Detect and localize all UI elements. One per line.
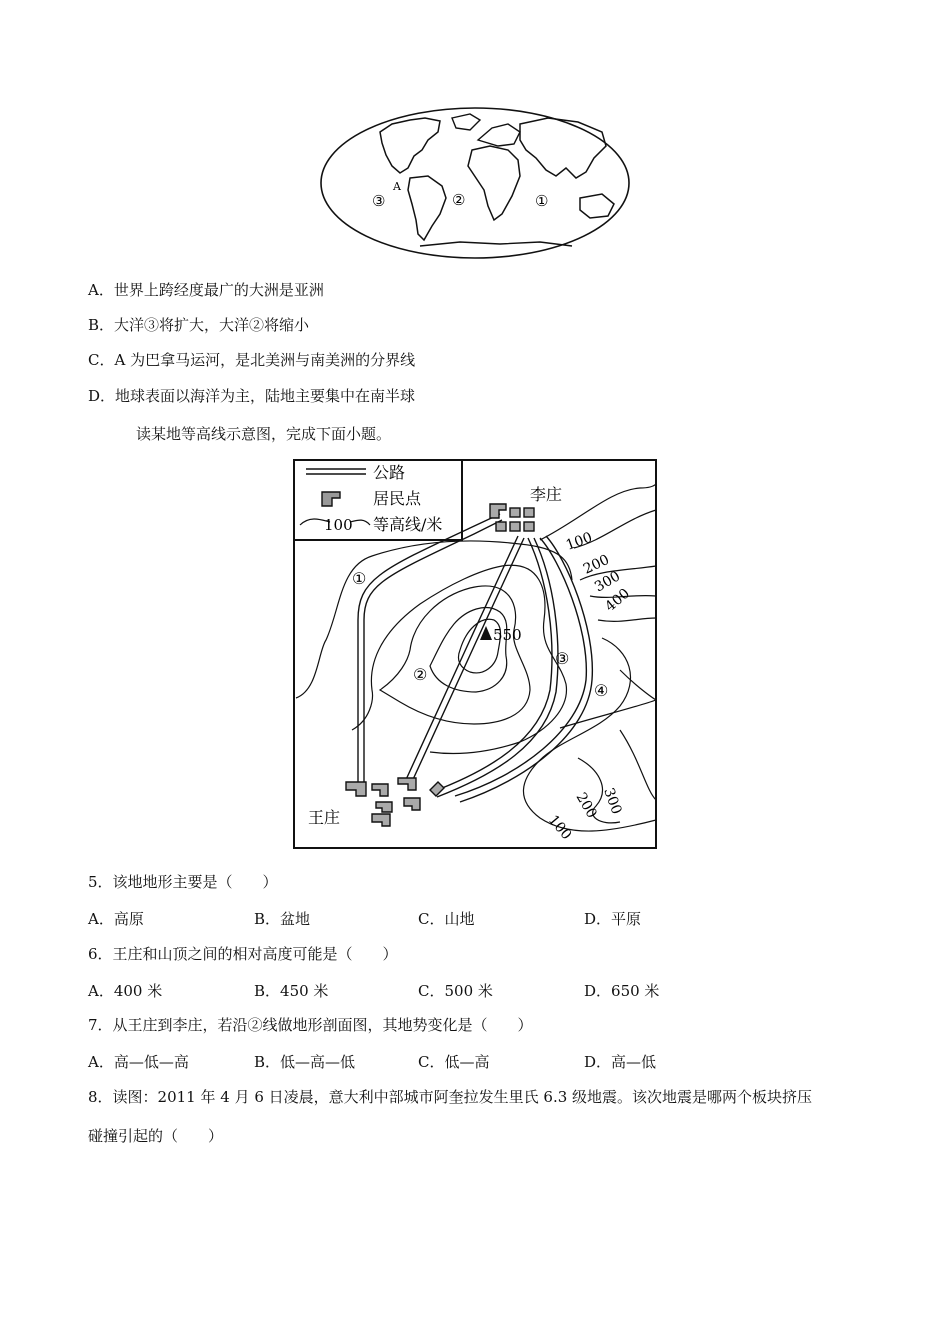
q6-option-a: A．400 米 xyxy=(88,982,163,1000)
q5-option-c: C．山地 xyxy=(418,910,475,928)
africa-shape xyxy=(468,146,520,220)
q5-option-a: A．高原 xyxy=(88,910,144,928)
contour-label-se-300: 300 xyxy=(600,785,625,817)
contour-intro: 读某地等高线示意图，完成下面小题。 xyxy=(136,425,392,443)
ocean-label-pacific: ③ xyxy=(372,192,386,210)
q4-option-a: A．世界上跨经度最广的大洲是亚洲 xyxy=(88,281,324,299)
europe-shape xyxy=(478,124,520,146)
contour-label-se-200: 200 xyxy=(572,790,600,822)
asia-shape xyxy=(520,118,606,178)
route-label-3: ③ xyxy=(555,649,570,668)
q6-option-c: C．500 米 xyxy=(418,982,493,1000)
north-america-shape xyxy=(380,118,440,173)
village-south-label: 王庄 xyxy=(308,808,341,827)
q7-option-d: D．高—低 xyxy=(584,1053,657,1071)
q6-option-b: B．450 米 xyxy=(254,982,329,1000)
q7-option-a: A．高—低—高 xyxy=(88,1053,189,1071)
contour-label-se-100: 100 xyxy=(544,812,575,844)
q7-option-b: B．低—高—低 xyxy=(254,1053,356,1071)
contour-label-ne-200: 200 xyxy=(580,551,612,578)
q4-option-b: B．大洋③将扩大，大洋②将缩小 xyxy=(88,316,310,334)
q5-stem: 5．该地地形主要是（ ） xyxy=(88,873,278,891)
legend-contour-sample: 100 xyxy=(324,516,353,534)
q5-option-d: D．平原 xyxy=(584,910,642,928)
q5-option-b: B．盆地 xyxy=(254,910,311,928)
q4-option-d: D．地球表面以海洋为主，陆地主要集中在南半球 xyxy=(88,387,416,405)
route-label-4: ④ xyxy=(594,681,609,700)
q7-option-c: C．低—高 xyxy=(418,1053,490,1071)
route-label-2: ② xyxy=(413,665,428,684)
greenland-shape xyxy=(452,114,480,130)
contour-label-ne-100: 100 xyxy=(563,529,595,554)
south-america-shape xyxy=(408,176,446,240)
q8-stem-line2: 碰撞引起的（ ） xyxy=(88,1127,224,1145)
q8-stem-line1: 8．读图：2011 年 4 月 6 日凌晨，意大利中部城市阿奎拉发生里氏 6.3 级地震。该次地震是哪两个板块挤压 xyxy=(88,1088,813,1106)
q7-stem: 7．从王庄到李庄，若沿②线做地形剖面图，其地势变化是（ ） xyxy=(88,1016,533,1034)
australia-shape xyxy=(580,194,614,218)
legend-contour-label: 等高线/米 xyxy=(373,515,443,534)
ocean-label-indian: ① xyxy=(535,192,549,210)
legend-road-label: 公路 xyxy=(373,463,406,482)
contour-label-ne-400: 400 xyxy=(602,585,634,616)
antarctica-shape xyxy=(420,242,572,246)
route-label-1: ① xyxy=(352,569,367,588)
contour-label-ne-300: 300 xyxy=(592,568,624,596)
q4-option-c: C．A 为巴拿马运河，是北美洲与南美洲的分界线 xyxy=(88,351,416,369)
legend-settlement-label: 居民点 xyxy=(373,489,422,508)
world-map-label-a: A xyxy=(393,180,401,193)
world-map-outline xyxy=(321,108,629,258)
q6-option-d: D．650 米 xyxy=(584,982,660,1000)
peak-elevation: 550 xyxy=(493,626,522,644)
village-north-label: 李庄 xyxy=(530,485,563,504)
ocean-label-atlantic: ② xyxy=(452,191,466,209)
q6-stem: 6．王庄和山顶之间的相对高度可能是（ ） xyxy=(88,945,398,963)
